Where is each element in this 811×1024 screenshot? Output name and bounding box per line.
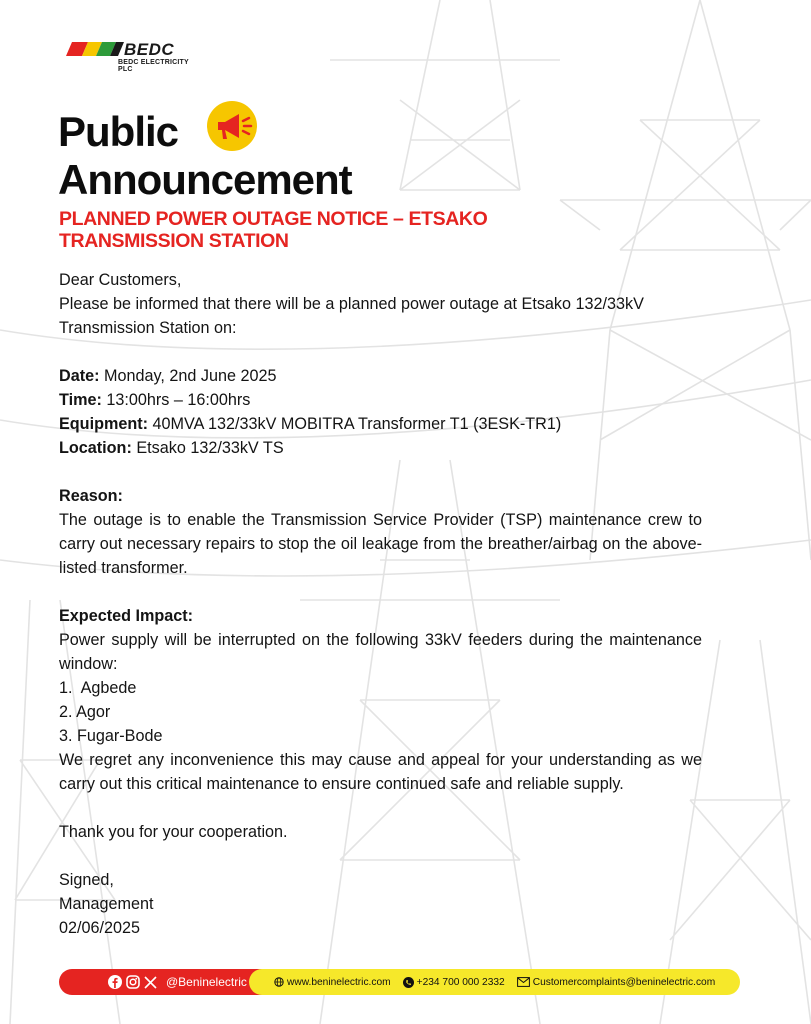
location-row: Location: Etsako 132/33kV TS — [59, 439, 284, 457]
contact-items — [274, 969, 715, 995]
regret-text: We regret any inconvenience this may cause and appeal for your understanding as we carry out this critical maintenance to ensure continued safe and reliable supply. — [59, 751, 702, 793]
greeting: Dear Customers, — [59, 271, 182, 289]
globe-icon — [274, 977, 284, 987]
date-row: Date: Monday, 2nd June 2025 — [59, 367, 277, 385]
notice-title-line-2: TRANSMISSION STATION — [59, 230, 289, 252]
social-links — [107, 973, 247, 991]
notice-title-line-1: PLANNED POWER OUTAGE NOTICE – ETSAKO — [59, 208, 488, 230]
title-line-1: Public — [58, 108, 179, 155]
reason-text: The outage is to enable the Transmission Service Provider (TSP) maintenance crew to carry out necessary repairs to stop the oil leakage from the breather/airbag on the above-listed transformer. — [59, 511, 702, 577]
contact-footer — [59, 969, 740, 995]
megaphone-icon — [205, 99, 259, 153]
signatory: Management — [59, 895, 154, 913]
title-line-2: Announcement — [58, 156, 352, 203]
website-link[interactable] — [274, 977, 391, 988]
phone-text: +234 700 000 2332 — [416, 976, 505, 988]
bedc-logo — [66, 40, 196, 73]
feeder-item: 3. Fugar-Bode — [59, 727, 163, 745]
intro-text: Please be informed that there will be a planned power outage at Etsako 132/33kV Transmission Station on: — [59, 295, 644, 337]
impact-text: Power supply will be interrupted on the following 33kV feeders during the maintenance window: — [59, 631, 702, 673]
equipment-row: Equipment: 40MVA 132/33kV MOBITRA Transformer T1 (3ESK-TR1) — [59, 415, 562, 433]
thanks-text: Thank you for your cooperation. — [59, 823, 288, 841]
announcement-body — [59, 268, 702, 940]
mail-icon — [517, 977, 530, 987]
phone-icon — [403, 977, 414, 988]
logo-stripes-icon — [66, 40, 126, 60]
email-link[interactable] — [517, 977, 715, 988]
email-text: Customercomplaints@beninelectric.com — [532, 976, 716, 988]
logo-subtitle: BEDC ELECTRICITY PLC — [118, 59, 189, 73]
x-icon[interactable] — [143, 975, 158, 990]
phone-link[interactable] — [403, 977, 505, 988]
facebook-icon[interactable] — [107, 975, 122, 990]
time-row: Time: 13:00hrs – 16:00hrs — [59, 391, 251, 409]
feeder-item: 2. Agor — [59, 703, 111, 721]
notice-title — [59, 208, 619, 252]
website-text: www.beninelectric.com — [287, 976, 391, 988]
feeder-item: 1. Agbede — [59, 679, 137, 697]
reason-heading: Reason: — [59, 487, 123, 505]
signed-label: Signed, — [59, 871, 114, 889]
logo-wordmark: BEDC — [124, 40, 175, 59]
instagram-icon[interactable] — [125, 975, 140, 990]
impact-heading: Expected Impact: — [59, 607, 194, 625]
social-handle[interactable]: @Beninelectric — [166, 975, 247, 989]
signed-date: 02/06/2025 — [59, 919, 141, 937]
